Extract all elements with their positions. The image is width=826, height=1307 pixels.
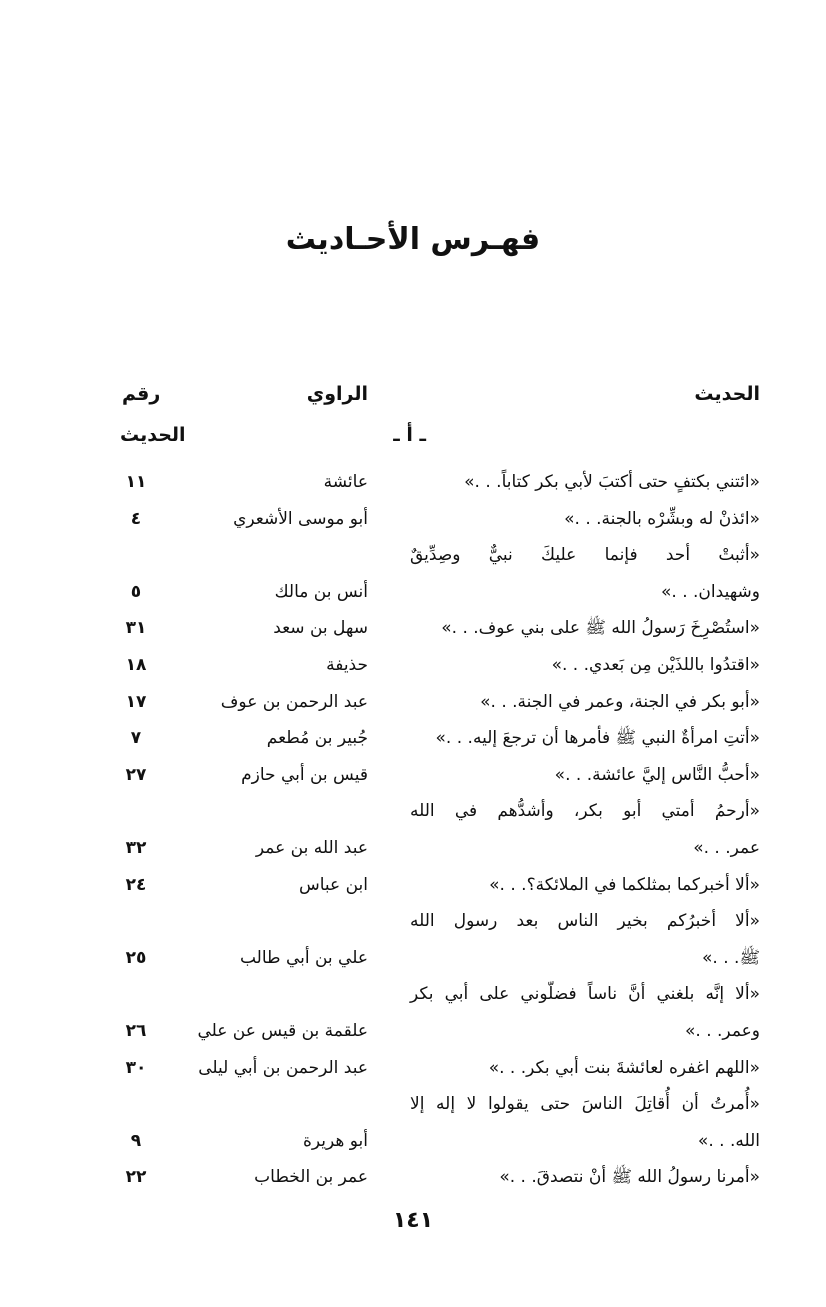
hadith-number: ٥ — [130, 581, 142, 602]
hadith-number: ١١ — [125, 472, 147, 492]
narrator-name: أنس بن مالك — [274, 581, 368, 602]
narrator-name: جُبير بن مُطعم — [266, 728, 368, 749]
hadith-number: ٩ — [130, 1130, 142, 1151]
hadith-number: ٢٧ — [125, 764, 147, 785]
hadith-text: «أمرنا رسولُ الله ﷺ أنْ نتصدقَ. . .» — [499, 1167, 760, 1188]
narrator-name: أبو موسى الأشعري — [233, 508, 368, 529]
hadith-text-line: وعمر. . .» — [685, 1021, 760, 1041]
hadith-number: ٢٤ — [125, 874, 147, 895]
hadith-number: ٢٦ — [125, 1021, 147, 1041]
hadith-text-line: وشهيدان. . .» — [661, 581, 760, 602]
hadith-text-line: الله. . .» — [697, 1130, 760, 1151]
narrator-name: عبد الله بن عمر — [255, 838, 368, 858]
page-title: فهـرس الأحـاديث — [285, 222, 541, 257]
column-header-number: رقم — [122, 383, 161, 405]
narrator-name: علي بن أبي طالب — [239, 947, 368, 968]
hadith-number: ١٨ — [125, 655, 147, 675]
section-letter: ـ أ ـ — [393, 424, 426, 446]
hadith-text: «أبو بكر في الجنة، وعمر في الجنة. . .» — [480, 691, 760, 712]
hadith-text: «أحبُّ النَّاس إليَّ عائشة. . .» — [554, 764, 760, 785]
hadith-text: «أتتِ امرأةٌ النبي ﷺ فأمرها أن ترجعَ إليه. . .» — [435, 728, 760, 749]
narrator-name: ابن عباس — [298, 874, 368, 895]
narrator-name: قيس بن أبي حازم — [241, 764, 368, 785]
narrator-name: علقمة بن قيس عن علي — [197, 1021, 368, 1041]
hadith-text-line: «أثبتْ أحد فإنما عليكَ نبيٌّ وصِدِّيقٌ — [410, 545, 760, 566]
column-header-hadith: الحديث — [694, 383, 760, 405]
hadith-text: «اقتدُوا باللذَيْن مِن بَعدي. . .» — [551, 655, 760, 675]
hadith-text: «ألا أخبركما بمثلكما في الملائكة؟. . .» — [489, 874, 760, 895]
hadith-number: ١٧ — [125, 691, 147, 712]
hadith-number: ٧ — [130, 728, 142, 749]
hadith-number: ٢٥ — [125, 947, 147, 968]
hadith-text-line: «أُمرتُ أن أُقاتِلَ الناسَ حتى يقولوا لا إله إلا — [410, 1094, 760, 1115]
hadith-text: «استُصْرِخَ رَسولُ الله ﷺ على بني عوف. . .» — [441, 618, 760, 639]
narrator-name: عائشة — [323, 472, 368, 492]
hadith-number: ٢٢ — [125, 1167, 147, 1188]
narrator-name: سهل بن سعد — [273, 618, 368, 639]
column-header-number-line2: الحديث — [120, 424, 186, 446]
hadith-text-line: «أرحمُ أمتي أبو بكر، وأشدُّهم في الله — [410, 801, 760, 822]
hadith-text-line: «ألا إنَّه بلغني أنَّ ناساً فضلّوني على أبي بكر — [410, 984, 760, 1005]
narrator-name: عمر بن الخطاب — [254, 1167, 368, 1188]
hadith-number: ٤ — [130, 508, 142, 529]
narrator-name: حذيفة — [326, 655, 368, 675]
hadith-text: «ائذنْ له وبشِّرْه بالجنة. . .» — [564, 508, 760, 529]
hadith-text: «اللهم اغفره لعائشةَ بنت أبي بكر. . .» — [488, 1057, 760, 1078]
hadith-text-line: عمر. . .» — [693, 838, 760, 858]
hadith-number: ٣١ — [125, 618, 147, 639]
narrator-name: عبد الرحمن بن عوف — [220, 691, 368, 712]
narrator-name: أبو هريرة — [302, 1130, 368, 1151]
column-header-rawi: الراوي — [306, 383, 368, 405]
page-number: ١٤١ — [392, 1208, 434, 1233]
narrator-name: عبد الرحمن بن أبي ليلى — [198, 1057, 368, 1078]
hadith-number: ٣٢ — [125, 838, 147, 858]
hadith-number: ٣٠ — [125, 1057, 147, 1078]
hadith-text-line: «ألا أخبرُكم بخير الناس بعد رسول الله — [410, 911, 760, 932]
hadith-text: «ائتني بكتفٍ حتى أكتبَ لأبي بكر كتاباً. . .» — [464, 472, 760, 492]
hadith-text-line: ﷺ. . .» — [702, 947, 760, 968]
